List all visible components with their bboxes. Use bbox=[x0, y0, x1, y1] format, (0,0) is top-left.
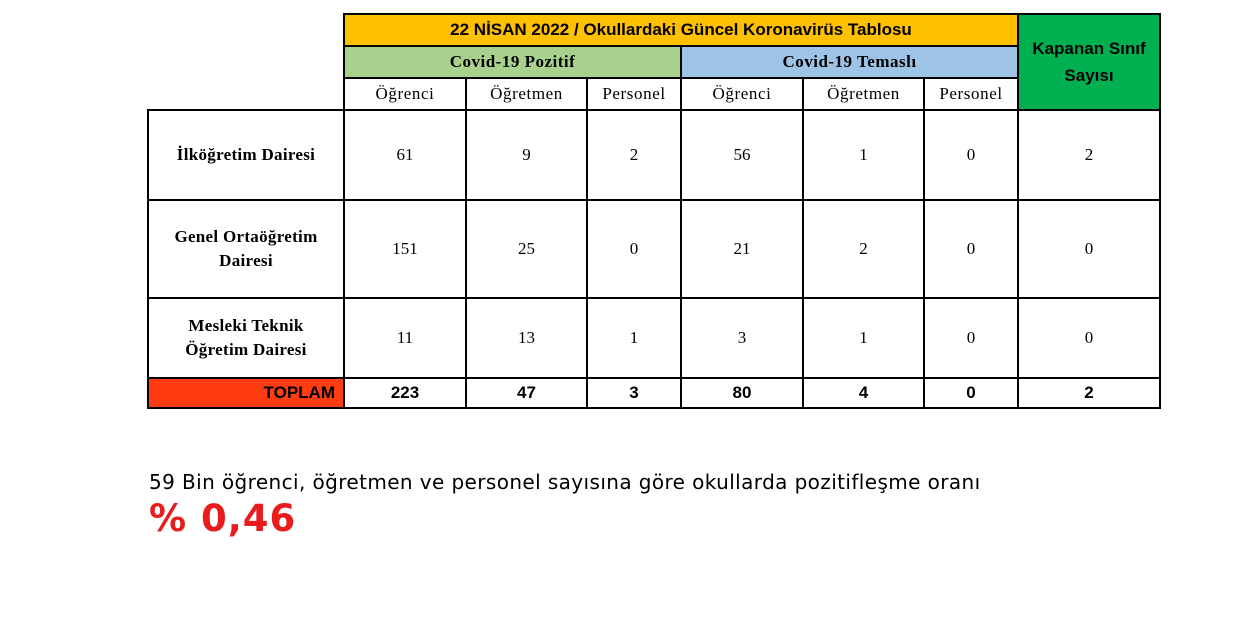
cell-value: 2 bbox=[803, 200, 924, 298]
table-row bbox=[148, 298, 1160, 378]
positivity-caption: 59 Bin öğrenci, öğretmen ve personel sayısına göre okullarda pozitifleşme oranı bbox=[149, 470, 981, 494]
corner-empty-cell-2 bbox=[148, 46, 344, 78]
table-row bbox=[148, 200, 1160, 298]
total-row bbox=[148, 378, 1160, 408]
cell-value: 0 bbox=[924, 200, 1018, 298]
positive-group-header: Covid-19 Pozitif bbox=[344, 46, 681, 78]
cell-value: 2 bbox=[1018, 110, 1160, 200]
cell-value: 0 bbox=[1018, 200, 1160, 298]
row-label bbox=[148, 110, 344, 200]
cell-value: 0 bbox=[1018, 298, 1160, 378]
total-value: 223 bbox=[344, 378, 466, 408]
total-value: 4 bbox=[803, 378, 924, 408]
cell-value: 25 bbox=[466, 200, 587, 298]
cell-value: 1 bbox=[587, 298, 681, 378]
row-label-line: Genel Ortaöğretim bbox=[174, 227, 318, 246]
cell-value: 56 bbox=[681, 110, 803, 200]
closed-classes-header: Kapanan Sınıf Sayısı bbox=[1018, 14, 1160, 110]
total-value: 47 bbox=[466, 378, 587, 408]
cell-value: 1 bbox=[803, 110, 924, 200]
total-value: 80 bbox=[681, 378, 803, 408]
subheader-contact-teacher: Öğretmen bbox=[803, 78, 924, 110]
row-label-line: Dairesi bbox=[219, 251, 273, 270]
total-value: 2 bbox=[1018, 378, 1160, 408]
cell-value: 2 bbox=[587, 110, 681, 200]
cell-value: 13 bbox=[466, 298, 587, 378]
cell-value: 21 bbox=[681, 200, 803, 298]
cell-value: 151 bbox=[344, 200, 466, 298]
table-row bbox=[148, 110, 1160, 200]
subheader-contact-student: Öğrenci bbox=[681, 78, 803, 110]
table-title: 22 NİSAN 2022 / Okullardaki Güncel Koronavirüs Tablosu bbox=[344, 14, 1018, 46]
row-label-line: Öğretim Dairesi bbox=[185, 340, 307, 359]
row-label-line: Mesleki Teknik bbox=[188, 316, 304, 335]
cell-value: 11 bbox=[344, 298, 466, 378]
total-label: TOPLAM bbox=[148, 378, 344, 408]
cell-value: 0 bbox=[587, 200, 681, 298]
subheader-positive-student: Öğrenci bbox=[344, 78, 466, 110]
contact-group-header: Covid-19 Temaslı bbox=[681, 46, 1018, 78]
cell-value: 61 bbox=[344, 110, 466, 200]
row-label bbox=[148, 298, 344, 378]
cell-value: 1 bbox=[803, 298, 924, 378]
total-value: 3 bbox=[587, 378, 681, 408]
corner-empty-cell-3 bbox=[148, 78, 344, 110]
cell-value: 0 bbox=[924, 110, 1018, 200]
subheader-positive-teacher: Öğretmen bbox=[466, 78, 587, 110]
row-label bbox=[148, 200, 344, 298]
cell-value: 9 bbox=[466, 110, 587, 200]
cell-value: 0 bbox=[924, 298, 1018, 378]
total-value: 0 bbox=[924, 378, 1018, 408]
corner-empty-cell bbox=[148, 14, 344, 46]
subheader-positive-staff: Personel bbox=[587, 78, 681, 110]
cell-value: 3 bbox=[681, 298, 803, 378]
row-label-line: İlköğretim Dairesi bbox=[176, 145, 316, 164]
positivity-rate: % 0,46 bbox=[149, 497, 297, 540]
subheader-contact-staff: Personel bbox=[924, 78, 1018, 110]
covid-table bbox=[147, 13, 1161, 409]
